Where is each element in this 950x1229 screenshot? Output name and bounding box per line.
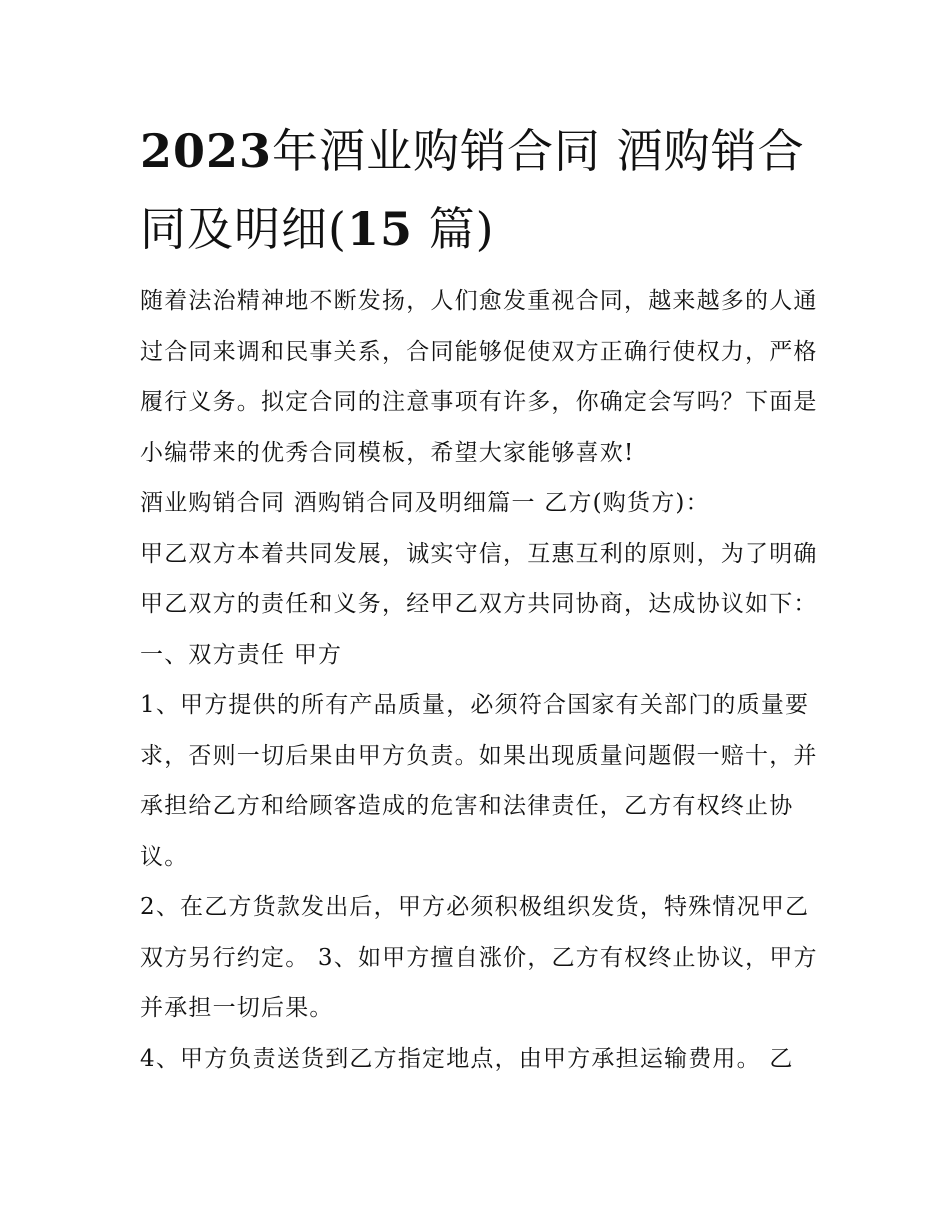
- section-heading: 酒业购销合同 酒购销合同及明细篇一 乙方(购货方)：: [140, 490, 710, 516]
- title-year: 2023: [140, 124, 273, 178]
- clause-4: 4、甲方负责送货到乙方指定地点，由甲方承担运输费用。 乙: [140, 1045, 794, 1072]
- clause-1: 1、甲方提供的所有产品质量，必须符合国家有关部门的质量要求，否则一切后果由甲方负责。如果出现质量问题假一赔十，并承担给乙方和给顾客造成的危害和法律责任，乙方有权终止协议。: [140, 692, 818, 870]
- preamble-paragraph: 甲乙双方本着共同发展，诚实守信，互惠互利的原则，为了明确甲乙双方的责任和义务，经甲乙双方共同协商，达成协议如下： 一、双方责任 甲方: [140, 540, 818, 668]
- intro-paragraph: 随着法治精神地不断发扬，人们愈发重视合同，越来越多的人通过合同来调和民事关系，合同能够促使双方正确行使权力，严格履行义务。拟定合同的注意事项有许多，你确定会写吗？下面是小编带来的优秀合同模板，希望大家能够喜欢!: [140, 288, 818, 466]
- document-body: [140, 276, 820, 1084]
- title-suffix: 篇): [412, 202, 495, 256]
- title-count: 15: [346, 202, 413, 256]
- title-text: 年酒业购销合同 酒购销合同及明细(: [140, 124, 805, 256]
- document-title: [140, 112, 820, 268]
- clause-2-3: 2、在乙方货款发出后，甲方必须积极组织发货，特殊情况甲乙双方另行约定。 3、如甲方擅自涨价，乙方有权终止协议，甲方并承担一切后果。: [140, 894, 818, 1021]
